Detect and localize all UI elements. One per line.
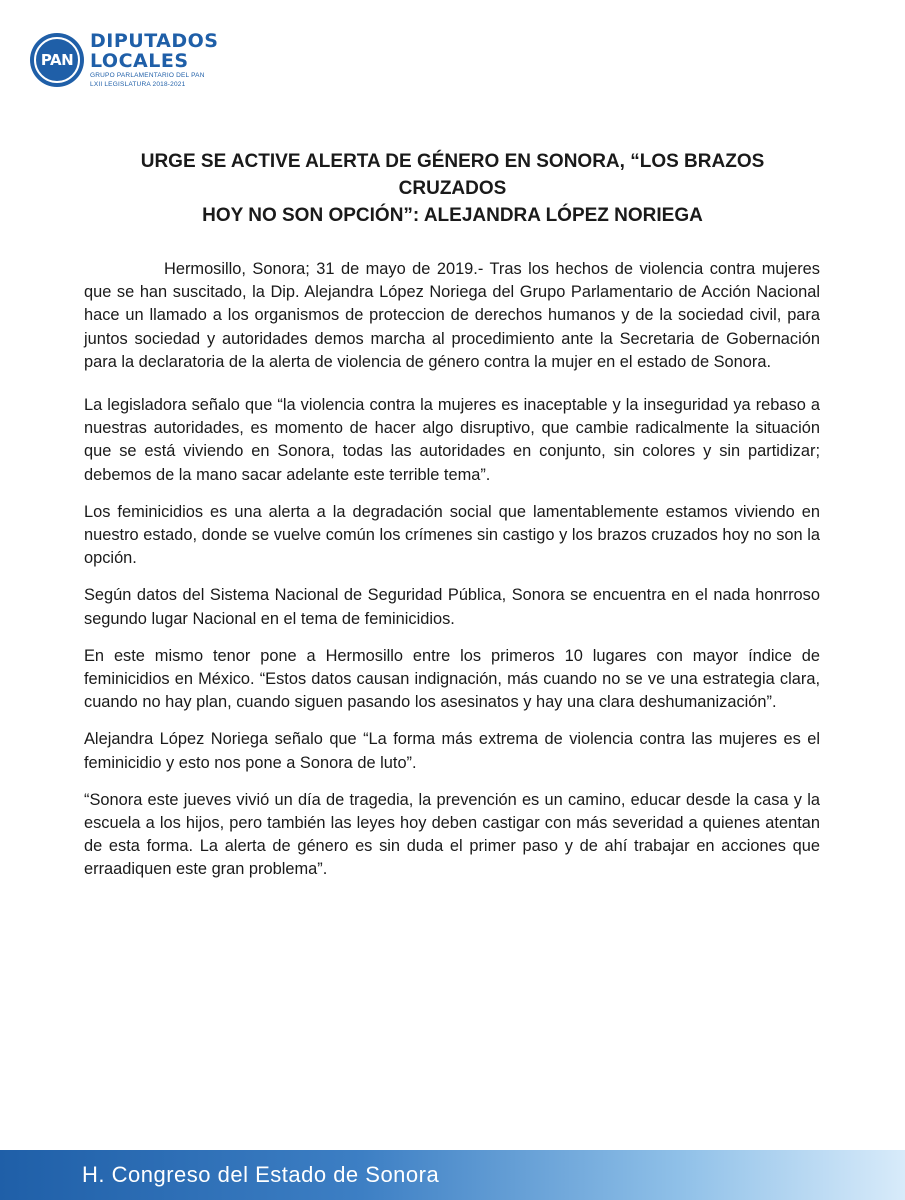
logo-subtitle-legislature: LXII LEGISLATURA 2018-2021 bbox=[90, 80, 186, 88]
paragraph: En este mismo tenor pone a Hermosillo entre los primeros 10 lugares con mayor índice de feminicidios en México. “Estos datos causan indignación, más cuando no se ve una estrategia clara, cuando no hay plan, cuando siguen pasando los asesinatos y hay una clara deshumanización”. bbox=[84, 646, 820, 712]
press-release-body bbox=[84, 258, 820, 896]
paragraph-dateline: Hermosillo, Sonora; 31 de mayo de 2019.- Tras los hechos de violencia contra mujeres que se han suscitado, la Dip. Alejandra López Noriega del Grupo Parlamentario de Acción Nacional hace un llamado a los organismos de proteccion de derechos humanos y de la sociedad civil, para juntos sociedad y autoridades demos marcha al procedimiento ante la Secretaria de Gobernación para la declaratoria de la alerta de violencia de género contra la mujer en el estado de Sonora. bbox=[84, 260, 820, 371]
footer-congress-name: H. Congreso del Estado de Sonora bbox=[82, 1162, 440, 1187]
pan-logo bbox=[30, 32, 219, 88]
paragraph: Alejandra López Noriega señalo que “La forma más extrema de violencia contra las mujeres es el feminicidio y esto nos pone a Sonora de luto”. bbox=[84, 730, 820, 772]
title-line-2: HOY NO SON OPCIÓN”: ALEJANDRA LÓPEZ NORIEGA bbox=[202, 205, 703, 226]
title-line-1: URGE SE ACTIVE ALERTA DE GÉNERO EN SONORA, “LOS BRAZOS CRUZADOS bbox=[140, 151, 765, 199]
pan-emblem-icon bbox=[30, 33, 84, 87]
paragraph: Según datos del Sistema Nacional de Seguridad Pública, Sonora se encuentra en el nada honrroso segundo lugar Nacional en el tema de feminicidios. bbox=[84, 586, 820, 628]
press-release-title bbox=[100, 148, 805, 229]
paragraph: La legisladora señalo que “la violencia contra la mujeres es inaceptable y la inseguridad ya rebaso a nuestras autoridades, es momento de hacer algo disruptivo, que cambie radicalmente la situación que se está viviendo en Sonora, todas las autoridades en conjunto, sin colores y sin partidizar; debemos de la mano sacar adelante este terrible tema”. bbox=[84, 396, 820, 484]
logo-title-line1: DIPUTADOS bbox=[90, 30, 219, 52]
paragraph: Los feminicidios es una alerta a la degradación social que lamentablemente estamos viviendo en nuestro estado, donde se vuelve común los crímenes sin castigo y los brazos cruzados hoy no son la opción. bbox=[84, 502, 820, 568]
pan-emblem-text: PAN bbox=[40, 51, 74, 69]
logo-title-line2: LOCALES bbox=[90, 50, 189, 72]
paragraph: “Sonora este jueves vivió un día de tragedia, la prevención es un camino, educar desde la casa y la escuela a los hijos, pero también las leyes hoy deben castigar con más severidad a quienes atentan de esta forma. La alerta de género es sin duda el primer paso y de ahí trabajar en acciones que erraadiquen este gran problema”. bbox=[84, 790, 820, 879]
logo-text-block bbox=[90, 32, 219, 88]
footer-banner bbox=[0, 1150, 905, 1200]
logo-subtitle-group: GRUPO PARLAMENTARIO DEL PAN bbox=[90, 72, 205, 79]
